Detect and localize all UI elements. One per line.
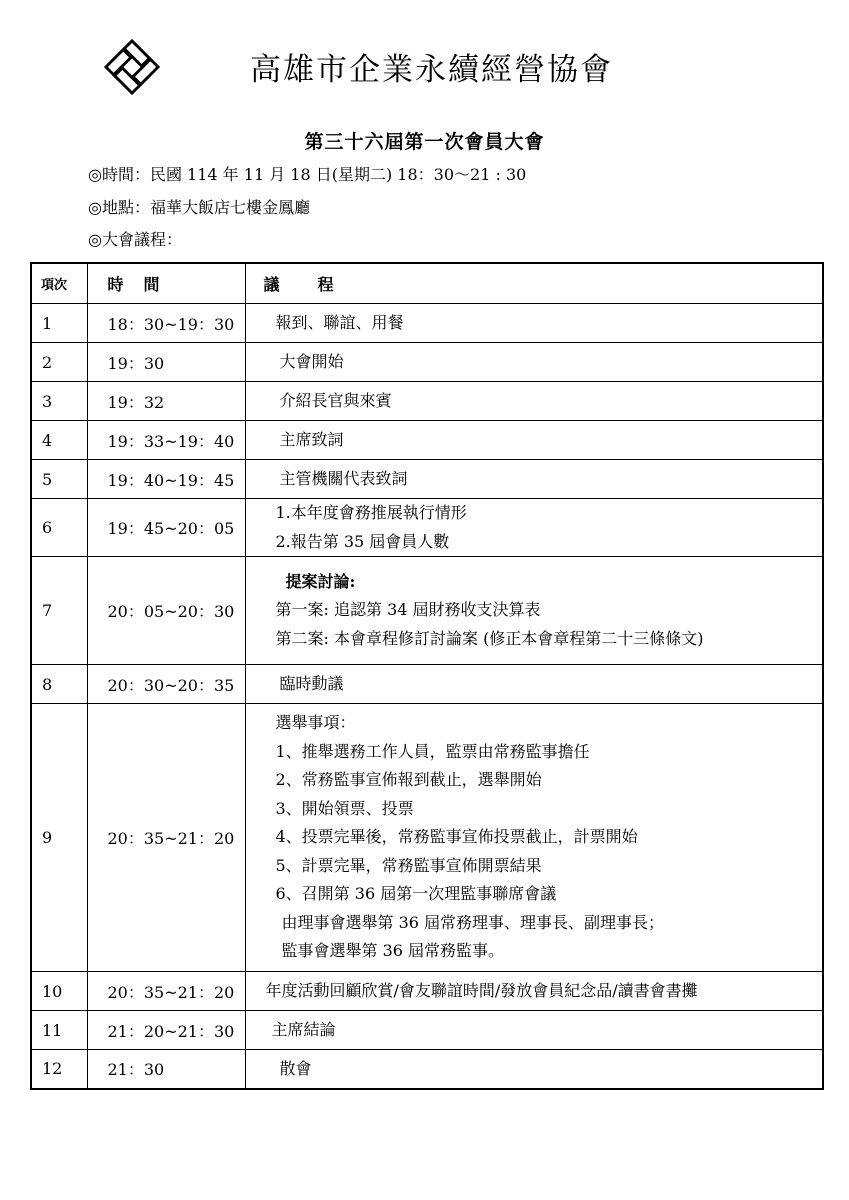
row-number: 5 bbox=[31, 460, 87, 499]
agenda-line: 6、召開第 36 屆第一次理監事聯席會議 bbox=[275, 884, 557, 904]
table-row bbox=[31, 557, 823, 665]
agenda-line: 第一案: 追認第 34 屆財務收支決算表 bbox=[275, 600, 541, 620]
agenda-line: 由理事會選舉第 36 屆常務理事、理事長、副理事長； bbox=[281, 912, 665, 932]
row-time: 20：35~21：20 bbox=[87, 972, 245, 1011]
header-item-no: 項次 bbox=[31, 263, 87, 304]
row-number: 1 bbox=[31, 304, 87, 343]
row-time: 19：32 bbox=[87, 382, 245, 421]
table-row bbox=[31, 421, 823, 460]
row-agenda-item bbox=[245, 1050, 823, 1089]
table-row bbox=[31, 972, 823, 1011]
row-number: 11 bbox=[31, 1011, 87, 1050]
row-number: 9 bbox=[31, 704, 87, 972]
agenda-line: 2、常務監事宣佈報到截止，選舉開始 bbox=[275, 770, 542, 790]
row-number: 7 bbox=[31, 557, 87, 665]
row-agenda-item bbox=[245, 382, 823, 421]
row-agenda-item bbox=[245, 1011, 823, 1050]
table-row bbox=[31, 704, 823, 972]
row-agenda-item bbox=[245, 704, 823, 972]
row-number: 12 bbox=[31, 1050, 87, 1089]
agenda-line: 散會 bbox=[279, 1058, 312, 1078]
table-row bbox=[31, 382, 823, 421]
table-header-row bbox=[31, 263, 823, 304]
agenda-line: 選舉事項： bbox=[275, 713, 356, 733]
association-logo-icon bbox=[103, 38, 161, 96]
agenda-line: 介紹長官與來賓 bbox=[279, 390, 392, 410]
meeting-title: 第三十六屆第一次會員大會 bbox=[304, 131, 545, 153]
table-row bbox=[31, 460, 823, 499]
table-row bbox=[31, 304, 823, 343]
row-agenda-item bbox=[245, 460, 823, 499]
agenda-table bbox=[30, 262, 824, 1090]
row-time: 19：30 bbox=[87, 343, 245, 382]
organization-title: 高雄市企業永續經營協會 bbox=[250, 52, 613, 88]
agenda-line: 監事會選舉第 36 屆常務監事。 bbox=[281, 941, 505, 961]
agenda-line: 臨時動議 bbox=[279, 673, 344, 693]
row-agenda-item bbox=[245, 304, 823, 343]
agenda-line: 主席致詞 bbox=[279, 429, 344, 449]
meeting-place: ◎地點：福華大飯店七樓金鳳廳 bbox=[88, 198, 310, 217]
table-row bbox=[31, 1050, 823, 1089]
row-agenda-item bbox=[245, 499, 823, 557]
row-time: 20：05~20：30 bbox=[87, 557, 245, 665]
row-time: 19：40~19：45 bbox=[87, 460, 245, 499]
row-number: 8 bbox=[31, 665, 87, 704]
row-time: 21：20~21：30 bbox=[87, 1011, 245, 1050]
row-number: 3 bbox=[31, 382, 87, 421]
row-agenda-item bbox=[245, 665, 823, 704]
agenda-line: 1.本年度會務推展執行情形 bbox=[275, 503, 467, 522]
agenda-line: 主管機關代表致詞 bbox=[279, 468, 408, 488]
header-time: 時 間 bbox=[87, 263, 245, 304]
row-agenda-item bbox=[245, 972, 823, 1011]
agenda-line: 2.報告第 35 屆會員人數 bbox=[275, 531, 450, 551]
table-row bbox=[31, 499, 823, 557]
table-row bbox=[31, 1011, 823, 1050]
agenda-line: 大會開始 bbox=[279, 351, 344, 371]
agenda-line: 報到、聯誼、用餐 bbox=[275, 312, 404, 332]
meeting-time: ◎時間：民國 114 年 11 月 18 日(星期二) 18：30～21 : 30 bbox=[88, 165, 527, 184]
agenda-line: 4、投票完畢後，常務監事宣佈投票截止，計票開始 bbox=[275, 827, 638, 847]
agenda-label: ◎大會議程： bbox=[88, 230, 182, 249]
row-time: 21：30 bbox=[87, 1050, 245, 1089]
row-number: 6 bbox=[31, 499, 87, 557]
row-time: 18：30~19：30 bbox=[87, 304, 245, 343]
row-agenda-item bbox=[245, 343, 823, 382]
agenda-line: 1、推舉選務工作人員，監票由常務監事擔任 bbox=[275, 741, 590, 761]
row-time: 19：45~20：05 bbox=[87, 499, 245, 557]
agenda-line: 年度活動回顧欣賞/會友聯誼時間/發放會員紀念品/讀書會書攤 bbox=[265, 980, 698, 1000]
table-row bbox=[31, 343, 823, 382]
agenda-line: 第二案: 本會章程修訂討論案 (修正本會章程第二十三條條文) bbox=[275, 628, 704, 648]
agenda-line: 5、計票完畢，常務監事宣佈開票結果 bbox=[275, 855, 542, 875]
row-time: 19：33~19：40 bbox=[87, 421, 245, 460]
agenda-line: 主席結論 bbox=[271, 1019, 336, 1039]
row-number: 10 bbox=[31, 972, 87, 1011]
table-row bbox=[31, 665, 823, 704]
header-agenda: 議 程 bbox=[245, 263, 823, 304]
agenda-line: 3、開始領票、投票 bbox=[275, 798, 414, 818]
row-time: 20：30~20：35 bbox=[87, 665, 245, 704]
agenda-line: 提案討論: bbox=[285, 571, 356, 591]
row-agenda-item bbox=[245, 421, 823, 460]
row-number: 4 bbox=[31, 421, 87, 460]
row-agenda-item bbox=[245, 557, 823, 665]
row-number: 2 bbox=[31, 343, 87, 382]
row-time: 20：35~21：20 bbox=[87, 704, 245, 972]
